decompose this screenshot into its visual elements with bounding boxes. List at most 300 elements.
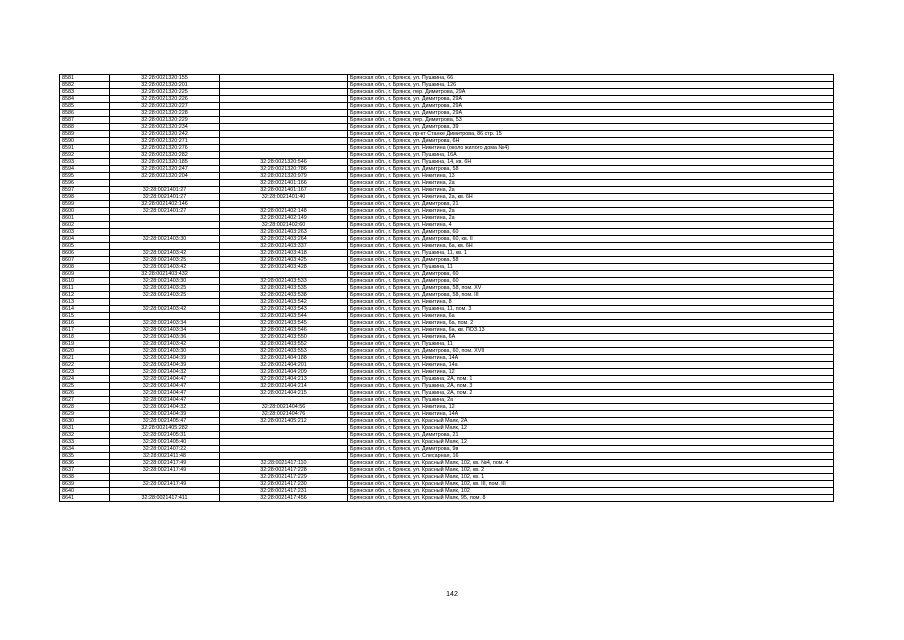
row-number-cell: 8614 <box>60 306 110 313</box>
address-cell: Брянская обл., г. Брянск, ул. Слесарная, 16 <box>348 453 834 460</box>
object-cadastral-number-cell <box>220 425 348 432</box>
address-cell: Брянская обл., г. Брянск, ул. Никитина, 14А <box>348 355 834 362</box>
land-cadastral-number-cell: 32:28:0021320:155 <box>110 75 220 82</box>
object-cadastral-number-cell: 32:28:0021417:228 <box>220 467 348 474</box>
table-row <box>60 292 834 299</box>
address-cell: Брянская обл., г. Брянск, ул. Димитрова, 60, кв. II <box>348 236 834 243</box>
object-cadastral-number-cell: 32:28:0021402:148 <box>220 208 348 215</box>
address-cell: Брянская обл., г. Брянск, ул. Пушкина, 66 <box>348 75 834 82</box>
row-number-cell: 8600 <box>60 208 110 215</box>
address-cell: Брянская обл., г. Брянск, ул. Красный Маяк, 12 <box>348 439 834 446</box>
object-cadastral-number-cell <box>220 124 348 131</box>
land-cadastral-number-cell: 32:28:0021403:42 <box>110 306 220 313</box>
table-row <box>60 236 834 243</box>
address-cell: Брянская обл., г. Брянск, ул. Пушкина, 11, пом. 3 <box>348 306 834 313</box>
object-cadastral-number-cell: 32:28:0021417:229 <box>220 474 348 481</box>
row-number-cell: 8621 <box>60 355 110 362</box>
object-cadastral-number-cell <box>220 201 348 208</box>
address-cell: Брянская обл., г. Брянск, ул. Красный Маяк, 102, кв. 2 <box>348 467 834 474</box>
table-row <box>60 222 834 229</box>
object-cadastral-number-cell <box>220 117 348 124</box>
row-number-cell: 8624 <box>60 376 110 383</box>
object-cadastral-number-cell <box>220 446 348 453</box>
object-cadastral-number-cell: 32:28:0021403:264 <box>220 236 348 243</box>
address-cell: Брянская обл., г. Брянск, ул. Пушкина, 2А, пом. 2 <box>348 390 834 397</box>
table-row <box>60 467 834 474</box>
row-number-cell: 8636 <box>60 460 110 467</box>
row-number-cell: 8602 <box>60 222 110 229</box>
row-number-cell: 8596 <box>60 180 110 187</box>
table-row <box>60 460 834 467</box>
object-cadastral-number-cell: 32:28:0021402:60 <box>220 222 348 229</box>
object-cadastral-number-cell: 32:28:0021403:337 <box>220 243 348 250</box>
land-cadastral-number-cell: 32:28:0021403:42 <box>110 250 220 257</box>
row-number-cell: 8597 <box>60 187 110 194</box>
address-cell: Брянская обл., г. Брянск, ул. Никитина, 13 <box>348 173 834 180</box>
table-row <box>60 138 834 145</box>
object-cadastral-number-cell: 32:28:0021404:76 <box>220 411 348 418</box>
land-cadastral-number-cell: 32:28:0021403:42 <box>110 341 220 348</box>
table-row <box>60 229 834 236</box>
object-cadastral-number-cell: 32:28:0021404:213 <box>220 376 348 383</box>
address-cell: Брянская обл., г. Брянск, ул. Димитрова, 58, пом. XV <box>348 285 834 292</box>
object-cadastral-number-cell: 32:28:0021403:425 <box>220 257 348 264</box>
land-cadastral-number-cell: 32:28:0021411:48 <box>110 453 220 460</box>
land-cadastral-number-cell: 32:28:0021404:47 <box>110 390 220 397</box>
page-number: 142 <box>446 591 458 598</box>
row-number-cell: 8610 <box>60 278 110 285</box>
land-cadastral-number-cell: 32:28:0021405:47 <box>110 418 220 425</box>
land-cadastral-number-cell: 32:28:0021405:282 <box>110 425 220 432</box>
object-cadastral-number-cell <box>220 82 348 89</box>
row-number-cell: 8591 <box>60 145 110 152</box>
row-number-cell: 8598 <box>60 194 110 201</box>
row-number-cell: 8586 <box>60 110 110 117</box>
table-row <box>60 404 834 411</box>
table-row <box>60 75 834 82</box>
address-cell: Брянская обл., г. Брянск, ул. Никитина, 2а <box>348 208 834 215</box>
land-cadastral-number-cell: 32:28:0021417:49 <box>110 481 220 488</box>
object-cadastral-number-cell: 32:28:0021404:56 <box>220 404 348 411</box>
object-cadastral-number-cell: 32:28:0021403:542 <box>220 299 348 306</box>
object-cadastral-number-cell: 32:28:0021403:543 <box>220 306 348 313</box>
address-cell: Брянская обл., г. Брянск, ул. Красный Маяк, 102, кв. III, пом. III <box>348 481 834 488</box>
row-number-cell: 8616 <box>60 320 110 327</box>
object-cadastral-number-cell: 32:28:0021403:553 <box>220 348 348 355</box>
object-cadastral-number-cell: 32:28:0021320:786 <box>220 166 348 173</box>
table-row <box>60 348 834 355</box>
object-cadastral-number-cell: 32:28:0021401:166 <box>220 180 348 187</box>
land-cadastral-number-cell: 32:28:0021404:39 <box>110 362 220 369</box>
row-number-cell: 8620 <box>60 348 110 355</box>
table-row <box>60 152 834 159</box>
address-cell: Брянская обл., г. Брянск, ул. Пушкина, 14, кв. 6Н <box>348 159 834 166</box>
table-row <box>60 159 834 166</box>
address-cell: Брянская обл., г. Брянск, ул. Никитина, 2а <box>348 180 834 187</box>
object-cadastral-number-cell: 32:28:0021404:209 <box>220 369 348 376</box>
address-cell: Брянская обл., г. Брянск, ул. Димитрова, 60, пом. XVII <box>348 348 834 355</box>
row-number-cell: 8641 <box>60 495 110 502</box>
address-cell: Брянская обл., г. Брянск, ул. Никитина (около жилого дома №4) <box>348 145 834 152</box>
row-number-cell: 8635 <box>60 453 110 460</box>
address-cell: Брянская обл., г. Брянск, ул. Димитрова, 58, пом. III <box>348 292 834 299</box>
row-number-cell: 8589 <box>60 131 110 138</box>
address-cell: Брянская обл., г. Брянск, ул. Красный Маяк, 12 <box>348 425 834 432</box>
address-cell: Брянская обл., г. Брянск, ул. Красный Маяк, 102 <box>348 488 834 495</box>
table-row <box>60 320 834 327</box>
land-cadastral-number-cell: 32:28:0021405:40 <box>110 439 220 446</box>
land-cadastral-number-cell: 32:28:0021320:282 <box>110 152 220 159</box>
table-row <box>60 145 834 152</box>
table-row <box>60 432 834 439</box>
address-cell: Брянская обл., г. Брянск, ул. Пушкина, 11 <box>348 341 834 348</box>
row-number-cell: 8604 <box>60 236 110 243</box>
address-cell: Брянская обл., г. Брянск, ул. Пушкина, 2А, пом. 1 <box>348 376 834 383</box>
address-cell: Брянская обл., г. Брянск, ул. Пушкина, 11 <box>348 264 834 271</box>
land-cadastral-number-cell: 32:28:0021320:227 <box>110 103 220 110</box>
row-number-cell: 8608 <box>60 264 110 271</box>
row-number-cell: 8594 <box>60 166 110 173</box>
land-cadastral-number-cell: 32:28:0021320:228 <box>110 110 220 117</box>
table-row <box>60 425 834 432</box>
land-cadastral-number-cell: 32:28:0021403:36 <box>110 334 220 341</box>
table-row <box>60 89 834 96</box>
row-number-cell: 8613 <box>60 299 110 306</box>
object-cadastral-number-cell: 32:28:0021403:545 <box>220 320 348 327</box>
object-cadastral-number-cell <box>220 110 348 117</box>
land-cadastral-number-cell: 32:28:0021403:30 <box>110 348 220 355</box>
table-row <box>60 180 834 187</box>
address-cell: Брянская обл., г. Брянск, ул. Никитина, 14А <box>348 411 834 418</box>
address-cell: Брянская обл., г. Брянск, ул. Димитрова, 21 <box>348 432 834 439</box>
address-cell: Брянская обл., г. Брянск, ул. Никитина, 4 <box>348 222 834 229</box>
land-cadastral-number-cell: 32:28:0021407:22 <box>110 446 220 453</box>
object-cadastral-number-cell: 32:28:0021403:428 <box>220 264 348 271</box>
row-number-cell: 8607 <box>60 257 110 264</box>
table-row <box>60 313 834 320</box>
table-row <box>60 187 834 194</box>
land-cadastral-number-cell: 32:28:0021320:201 <box>110 82 220 89</box>
address-cell: Брянская обл., г. Брянск, ул. Димитрова, 6Н <box>348 138 834 145</box>
address-cell: Брянская обл., г. Брянск, ул. Димитрова, 9в <box>348 446 834 453</box>
table-row <box>60 334 834 341</box>
row-number-cell: 8625 <box>60 383 110 390</box>
object-cadastral-number-cell <box>220 397 348 404</box>
row-number-cell: 8637 <box>60 467 110 474</box>
address-cell: Брянская обл., г. Брянск, ул. Димитрова, 21 <box>348 201 834 208</box>
land-cadastral-number-cell: 32:28:0021403:34 <box>110 320 220 327</box>
row-number-cell: 8618 <box>60 334 110 341</box>
object-cadastral-number-cell <box>220 75 348 82</box>
land-cadastral-number-cell: 32:28:0021403:30 <box>110 236 220 243</box>
object-cadastral-number-cell <box>220 96 348 103</box>
row-number-cell: 8584 <box>60 96 110 103</box>
address-cell: Брянская обл., г. Брянск, ул. Красный Маяк, 95, пом. 8 <box>348 495 834 502</box>
address-cell: Брянская обл., г. Брянск, ул. Никитина, 6а, кв. ПОЗ.13 <box>348 327 834 334</box>
table-row <box>60 103 834 110</box>
object-cadastral-number-cell: 32:28:0021417:110 <box>220 460 348 467</box>
address-cell: Брянская обл., г. Брянск, ул. Никитина, 12 <box>348 404 834 411</box>
land-cadastral-number-cell: 32:28:0021401:27 <box>110 208 220 215</box>
land-cadastral-number-cell: 32:28:0021403:42 <box>110 264 220 271</box>
object-cadastral-number-cell <box>220 439 348 446</box>
table-row <box>60 250 834 257</box>
row-number-cell: 8609 <box>60 271 110 278</box>
row-number-cell: 8588 <box>60 124 110 131</box>
row-number-cell: 8619 <box>60 341 110 348</box>
address-cell: Брянская обл., г. Брянск, ул. Никитина, 6А <box>348 334 834 341</box>
land-cadastral-number-cell: 32:28:0021320:204 <box>110 173 220 180</box>
address-cell: Брянская обл., г. Брянск, ул. Никитина, 14а <box>348 362 834 369</box>
table-row <box>60 285 834 292</box>
object-cadastral-number-cell: 32:28:0021417:230 <box>220 481 348 488</box>
row-number-cell: 8611 <box>60 285 110 292</box>
land-cadastral-number-cell: 32:28:0021404:39 <box>110 355 220 362</box>
land-cadastral-number-cell <box>110 180 220 187</box>
row-number-cell: 8592 <box>60 152 110 159</box>
table-row <box>60 110 834 117</box>
land-cadastral-number-cell: 32:28:0021320:225 <box>110 89 220 96</box>
row-number-cell: 8630 <box>60 418 110 425</box>
row-number-cell: 8581 <box>60 75 110 82</box>
row-number-cell: 8633 <box>60 439 110 446</box>
object-cadastral-number-cell: 32:28:0021404:215 <box>220 390 348 397</box>
land-cadastral-number-cell: 32:28:0021320:242 <box>110 131 220 138</box>
address-cell: Брянская обл., г. Брянск, ул. Никитина, 6а, кв. 6Н <box>348 243 834 250</box>
table-row <box>60 194 834 201</box>
table-row <box>60 397 834 404</box>
land-cadastral-number-cell: 32:28:0021417:49 <box>110 467 220 474</box>
object-cadastral-number-cell: 32:28:0021401:167 <box>220 187 348 194</box>
object-cadastral-number-cell <box>220 271 348 278</box>
object-cadastral-number-cell: 32:28:0021404:214 <box>220 383 348 390</box>
row-number-cell: 8640 <box>60 488 110 495</box>
address-cell: Брянская обл., г. Брянск, ул. Красный Маяк, 102, кв. 1 <box>348 474 834 481</box>
table-row <box>60 453 834 460</box>
row-number-cell: 8626 <box>60 390 110 397</box>
object-cadastral-number-cell <box>220 131 348 138</box>
row-number-cell: 8603 <box>60 229 110 236</box>
object-cadastral-number-cell <box>220 103 348 110</box>
address-cell: Брянская обл., г. Брянск, ул. Димитрова, 58 <box>348 257 834 264</box>
table-row <box>60 82 834 89</box>
table-row <box>60 215 834 222</box>
object-cadastral-number-cell: 32:28:0021320:979 <box>220 173 348 180</box>
object-cadastral-number-cell: 32:28:0021320:546 <box>220 159 348 166</box>
land-cadastral-number-cell: 32:28:0021404:47 <box>110 376 220 383</box>
object-cadastral-number-cell: 32:28:0021403:535 <box>220 285 348 292</box>
row-number-cell: 8605 <box>60 243 110 250</box>
address-cell: Брянская обл., г. Брянск, ул. Никитина, 12 <box>348 369 834 376</box>
table-row <box>60 271 834 278</box>
table-row <box>60 439 834 446</box>
object-cadastral-number-cell: 32:28:0021403:538 <box>220 292 348 299</box>
land-cadastral-number-cell: 32:28:0021405:31 <box>110 432 220 439</box>
address-cell: Брянская обл., г. Брянск, ул. Пушкина, 2А, пом. 3 <box>348 383 834 390</box>
row-number-cell: 8612 <box>60 292 110 299</box>
land-cadastral-number-cell: 32:28:0021404:47 <box>110 397 220 404</box>
address-cell: Брянская обл., г. Брянск, пер. Димитрова, 53 <box>348 117 834 124</box>
land-cadastral-number-cell: 32:28:0021403:25 <box>110 257 220 264</box>
address-cell: Брянская обл., г. Брянск, ул. Никитина, 6а <box>348 313 834 320</box>
table-row <box>60 257 834 264</box>
address-cell: Брянская обл., г. Брянск, ул. Никитина, 6а, пом. 2 <box>348 320 834 327</box>
table-row <box>60 166 834 173</box>
object-cadastral-number-cell: 32:28:0021401:40 <box>220 194 348 201</box>
address-cell: Брянская обл., г. Брянск, ул. Димитрова, 60 <box>348 229 834 236</box>
table-row <box>60 278 834 285</box>
row-number-cell: 8585 <box>60 103 110 110</box>
land-cadastral-number-cell: 32:28:0021404:32 <box>110 404 220 411</box>
land-cadastral-number-cell <box>110 222 220 229</box>
row-number-cell: 8638 <box>60 474 110 481</box>
land-cadastral-number-cell: 32:28:0021417:49 <box>110 460 220 467</box>
land-cadastral-number-cell: 32:28:0021404:47 <box>110 383 220 390</box>
table-row <box>60 362 834 369</box>
row-number-cell: 8622 <box>60 362 110 369</box>
address-cell: Брянская обл., г. Брянск, ул. Димитрова, 58 <box>348 166 834 173</box>
table-row <box>60 355 834 362</box>
table-row <box>60 390 834 397</box>
table-row <box>60 341 834 348</box>
address-cell: Брянская обл., г. Брянск, ул. Красный Маяк, 102, кв. №4, пом. 4 <box>348 460 834 467</box>
table-row <box>60 117 834 124</box>
row-number-cell: 8615 <box>60 313 110 320</box>
object-cadastral-number-cell <box>220 89 348 96</box>
table-row <box>60 383 834 390</box>
object-cadastral-number-cell <box>220 432 348 439</box>
row-number-cell: 8627 <box>60 397 110 404</box>
row-number-cell: 8595 <box>60 173 110 180</box>
address-cell: Брянская обл., г. Брянск, пер. Димитрова, 29А <box>348 89 834 96</box>
row-number-cell: 8582 <box>60 82 110 89</box>
address-cell: Брянская обл., г. Брянск, ул. Красный Маяк, 2А <box>348 418 834 425</box>
row-number-cell: 8632 <box>60 432 110 439</box>
registry-table <box>59 74 834 502</box>
address-cell: Брянская обл., г. Брянск, ул. Пушкина, 11, кв. 1 <box>348 250 834 257</box>
object-cadastral-number-cell: 32:28:0021403:263 <box>220 229 348 236</box>
table-row <box>60 124 834 131</box>
land-cadastral-number-cell: 32:28:0021403:30 <box>110 278 220 285</box>
address-cell: Брянская обл., г. Брянск, ул. Димитрова, 60 <box>348 278 834 285</box>
registry-table-body <box>60 75 834 502</box>
address-cell: Брянская обл., г. Брянск, ул. Димитрова, 39 <box>348 124 834 131</box>
address-cell: Брянская обл., г. Брянск, ул. Димитрова, 29А <box>348 103 834 110</box>
land-cadastral-number-cell: 32:28:0021401:27 <box>110 187 220 194</box>
land-cadastral-number-cell <box>110 299 220 306</box>
land-cadastral-number-cell <box>110 313 220 320</box>
land-cadastral-number-cell <box>110 215 220 222</box>
table-row <box>60 369 834 376</box>
row-number-cell: 8590 <box>60 138 110 145</box>
address-cell: Брянская обл., г. Брянск, ул. Никитина, 2а, кв. 6Н <box>348 194 834 201</box>
land-cadastral-number-cell <box>110 474 220 481</box>
row-number-cell: 8606 <box>60 250 110 257</box>
table-row <box>60 306 834 313</box>
table-row <box>60 474 834 481</box>
object-cadastral-number-cell <box>220 145 348 152</box>
table-row <box>60 173 834 180</box>
land-cadastral-number-cell: 32:28:0021320:276 <box>110 145 220 152</box>
land-cadastral-number-cell: 32:28:0021403:432 <box>110 271 220 278</box>
object-cadastral-number-cell: 32:28:0021417:231 <box>220 488 348 495</box>
row-number-cell: 8639 <box>60 481 110 488</box>
object-cadastral-number-cell: 32:28:0021405:212 <box>220 418 348 425</box>
table-row <box>60 446 834 453</box>
row-number-cell: 8623 <box>60 369 110 376</box>
table-row <box>60 488 834 495</box>
land-cadastral-number-cell: 32:28:0021403:25 <box>110 292 220 299</box>
land-cadastral-number-cell: 32:28:0021404:32 <box>110 369 220 376</box>
land-cadastral-number-cell: 32:28:0021320:185 <box>110 159 220 166</box>
table-row <box>60 299 834 306</box>
land-cadastral-number-cell <box>110 243 220 250</box>
table-row <box>60 327 834 334</box>
address-cell: Брянская обл., г. Брянск, ул. Пушкина, 126 <box>348 82 834 89</box>
table-row <box>60 418 834 425</box>
object-cadastral-number-cell: 32:28:0021403:533 <box>220 278 348 285</box>
address-cell: Брянская обл., г. Брянск, ул. Димитрова, 29А <box>348 110 834 117</box>
land-cadastral-number-cell: 32:28:0021403:34 <box>110 327 220 334</box>
object-cadastral-number-cell: 32:28:0021403:550 <box>220 334 348 341</box>
row-number-cell: 8631 <box>60 425 110 432</box>
land-cadastral-number-cell <box>110 488 220 495</box>
table-row <box>60 201 834 208</box>
row-number-cell: 8599 <box>60 201 110 208</box>
address-cell: Брянская обл., г. Брянск, ул. Димитрова, 60 <box>348 271 834 278</box>
table-row <box>60 411 834 418</box>
address-cell: Брянская обл., г. Брянск, ул. Пушкина, 16А <box>348 152 834 159</box>
object-cadastral-number-cell: 32:28:0021403:546 <box>220 327 348 334</box>
address-cell: Брянская обл., г. Брянск, ул. Никитина, 8 <box>348 299 834 306</box>
object-cadastral-number-cell: 32:28:0021402:149 <box>220 215 348 222</box>
object-cadastral-number-cell <box>220 152 348 159</box>
row-number-cell: 8617 <box>60 327 110 334</box>
land-cadastral-number-cell: 32:28:0021320:247 <box>110 166 220 173</box>
table-row <box>60 495 834 502</box>
land-cadastral-number-cell: 32:28:0021404:39 <box>110 411 220 418</box>
address-cell: Брянская обл., г. Брянск, ул. Никитина, 2а <box>348 187 834 194</box>
table-row <box>60 376 834 383</box>
object-cadastral-number-cell <box>220 453 348 460</box>
table-row <box>60 243 834 250</box>
row-number-cell: 8593 <box>60 159 110 166</box>
land-cadastral-number-cell: 32:28:0021417:411 <box>110 495 220 502</box>
object-cadastral-number-cell: 32:28:0021403:552 <box>220 341 348 348</box>
object-cadastral-number-cell: 32:28:0021404:188 <box>220 355 348 362</box>
land-cadastral-number-cell: 32:28:0021402:146 <box>110 201 220 208</box>
land-cadastral-number-cell: 32:28:0021401:27 <box>110 194 220 201</box>
table-row <box>60 96 834 103</box>
object-cadastral-number-cell: 32:28:0021404:201 <box>220 362 348 369</box>
table-row <box>60 208 834 215</box>
address-cell: Брянская обл., г. Брянск, ул. Никитина, 2а <box>348 215 834 222</box>
address-cell: Брянская обл., г. Брянск, пр-кт Станке Димитрова, 86 стр. 15 <box>348 131 834 138</box>
land-cadastral-number-cell: 32:28:0021403:25 <box>110 285 220 292</box>
land-cadastral-number-cell: 32:28:0021320:234 <box>110 124 220 131</box>
address-cell: Брянская обл., г. Брянск, ул. Пушкина, 2а <box>348 397 834 404</box>
row-number-cell: 8587 <box>60 117 110 124</box>
object-cadastral-number-cell <box>220 138 348 145</box>
address-cell: Брянская обл., г. Брянск, ул. Димитрова, 29А <box>348 96 834 103</box>
row-number-cell: 8628 <box>60 404 110 411</box>
land-cadastral-number-cell: 32:28:0021320:229 <box>110 117 220 124</box>
land-cadastral-number-cell: 32:28:0021320:226 <box>110 96 220 103</box>
table-row <box>60 481 834 488</box>
land-cadastral-number-cell: 32:28:0021320:271 <box>110 138 220 145</box>
row-number-cell: 8583 <box>60 89 110 96</box>
table-row <box>60 264 834 271</box>
